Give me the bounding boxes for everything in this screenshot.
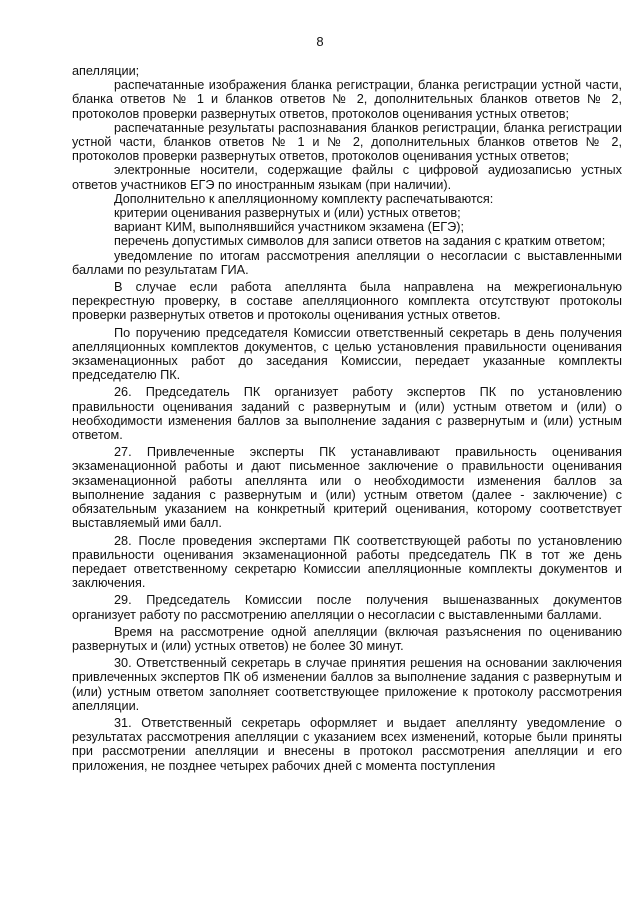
paragraph: апелляции; [72,64,140,78]
paragraph: 30. Ответственный секретарь в случае принятия решения на основании заключения привлеченных экспертов ПК об изменении баллов за выполнение задания с развернутым и (или) устным ответом заполняет соответствующее приложение к протоколу рассмотрения апелляции. [72,656,622,713]
paragraph: По поручению председателя Комиссии ответственный секретарь в день получения апелляционных комплектов документов, с целью установления правильности оценивания экзаменационных работ до заседания Комиссии, передает указанные комплекты председателю ПК. [72,325,622,383]
paragraph: 26. Председатель ПК организует работу экспертов ПК по установлению правильности оценивания заданий с развернутым и (или) устным ответом и (или) о необходимости изменения баллов за выполнение задания с развернутым и (или) устным ответом. [72,385,622,443]
document-body [72,64,622,773]
paragraph: 28. После проведения экспертами ПК соответствующей работы по установлению правильности оценивания экзаменационной работы председатель ПК в тот же день передает ответственному секретарю Комиссии апелляционные комплекты документов и заключения. [72,533,622,591]
paragraph: критерии оценивания развернутых и (или) устных ответов; [114,206,461,221]
paragraph: Время на рассмотрение одной апелляции (включая разъяснения по оцениванию развернутых и (или) устных ответов) не более 30 минут. [72,624,622,653]
paragraph: перечень допустимых символов для записи ответов на задания с кратким ответом; [114,234,606,249]
paragraph: 27. Привлеченные эксперты ПК устанавливают правильность оценивания экзаменационной работы и дают письменное заключение о правильности оценивания экзаменационной работы апеллянта или о необходимости изменения баллов за выполнение задания с развернутым и (или) устным ответом (далее - заключение) с обязательным указанием на конкретный критерий оценивания, которому соответствует выставляемый ими балл. [72,445,622,531]
paragraph: 31. Ответственный секретарь оформляет и выдает апеллянту уведомление о результатах рассмотрения апелляции с указанием всех изменений, которые были приняты при рассмотрении апелляции и внесены в протокол рассмотрения апелляции и его приложения, не позднее четырех рабочих дней с момента поступления [72,715,622,773]
paragraph: Дополнительно к апелляционному комплекту распечатываются: [114,191,494,206]
paragraph: вариант КИМ, выполнявшийся участником экзамена (ЕГЭ); [114,220,465,235]
page-number: 8 [316,34,324,49]
paragraph: распечатанные результаты распознавания бланков регистрации, бланка регистрации устной части, бланков ответов № 1 и № 2, дополнительных бланков ответов № 2, протоколов проверки развернутых ответов, протоколов оценивания устных ответов; [72,120,622,164]
paragraph: В случае если работа апеллянта была направлена на межрегиональную перекрестную проверку, в составе апелляционного комплекта отсутствуют протоколы проверки развернутых ответов и протоколы оценивания устных ответов. [72,280,622,323]
paragraph: электронные носители, содержащие файлы с цифровой аудиозаписью устных ответов участников ЕГЭ по иностранным языкам (при наличии). [72,163,622,192]
paragraph: уведомление по итогам рассмотрения апелляции о несогласии с выставленными баллами по результатам ГИА. [72,248,622,277]
paragraph: 29. Председатель Комиссии после получения вышеназванных документов организует работу по рассмотрению апелляции о несогласии с выставленными баллами. [72,593,622,622]
paragraph: распечатанные изображения бланка регистрации, бланка регистрации устной части, бланка ответов № 1 и бланков ответов № 2, дополнительных бланков ответов № 2, протоколов проверки развернутых ответов, протоколов оценивания устных ответов; [72,78,622,121]
